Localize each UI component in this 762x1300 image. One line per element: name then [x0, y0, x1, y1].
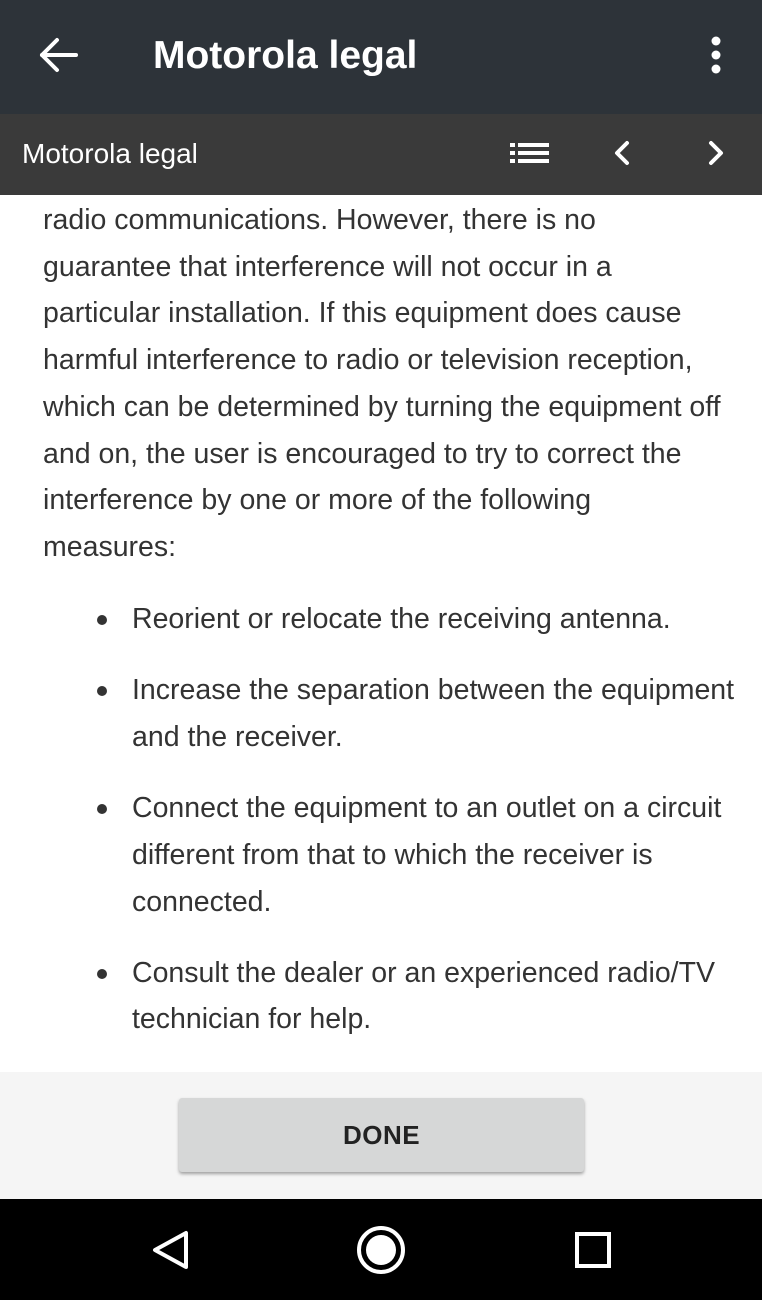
triangle-back-icon — [140, 1219, 202, 1281]
nav-home-button[interactable] — [350, 1219, 412, 1281]
chevron-right-icon — [688, 128, 744, 180]
app-bar — [0, 0, 762, 114]
bullet-icon — [97, 686, 107, 696]
list-item — [0, 596, 742, 643]
list-item — [0, 785, 742, 925]
list-item — [0, 667, 742, 760]
list-item-text: Connect the equipment to an outlet on a circuit different from that to which the receiver is connected. — [132, 792, 722, 918]
overflow-menu-button[interactable] — [690, 27, 742, 83]
nav-recents-button[interactable] — [562, 1219, 624, 1281]
legal-content[interactable] — [0, 195, 762, 1072]
bullet-icon — [97, 615, 107, 625]
next-page-button[interactable] — [688, 128, 744, 180]
list-item-text: Consult the dealer or an experienced radio/TV technician for help. — [132, 956, 716, 1036]
legal-paragraph: radio communications. However, there is no guarantee that interference will not occur in a particular installation. If this equipment does cause harmful interference to radio or television reception, which can be determined by turning the equipment off and on, the user is encouraged to try to correct the interference by one or more of the following measures: — [43, 204, 721, 563]
list-item-text: Increase the separation between the equipment and the receiver. — [132, 674, 735, 753]
more-vert-icon — [690, 27, 742, 83]
list-item — [0, 950, 742, 1043]
square-recents-icon — [562, 1219, 624, 1281]
footer-area — [0, 1072, 762, 1199]
previous-page-button[interactable] — [594, 128, 650, 180]
circle-home-icon — [350, 1219, 412, 1281]
done-button[interactable]: DONE — [179, 1098, 584, 1172]
bullet-icon — [97, 969, 107, 979]
chevron-left-icon — [594, 128, 650, 180]
app-title: Motorola legal — [153, 34, 418, 77]
back-button[interactable] — [30, 27, 90, 83]
system-nav-bar — [0, 1199, 762, 1300]
toolbar-title: Motorola legal — [22, 138, 198, 169]
list-item-text: Reorient or relocate the receiving antenna. — [132, 603, 671, 635]
list-icon — [501, 128, 557, 180]
measures-list — [0, 596, 742, 1068]
help-toolbar — [0, 114, 762, 195]
arrow-back-icon — [30, 27, 90, 83]
nav-back-button[interactable] — [140, 1219, 202, 1281]
contents-button[interactable] — [501, 128, 557, 180]
bullet-icon — [97, 804, 107, 814]
